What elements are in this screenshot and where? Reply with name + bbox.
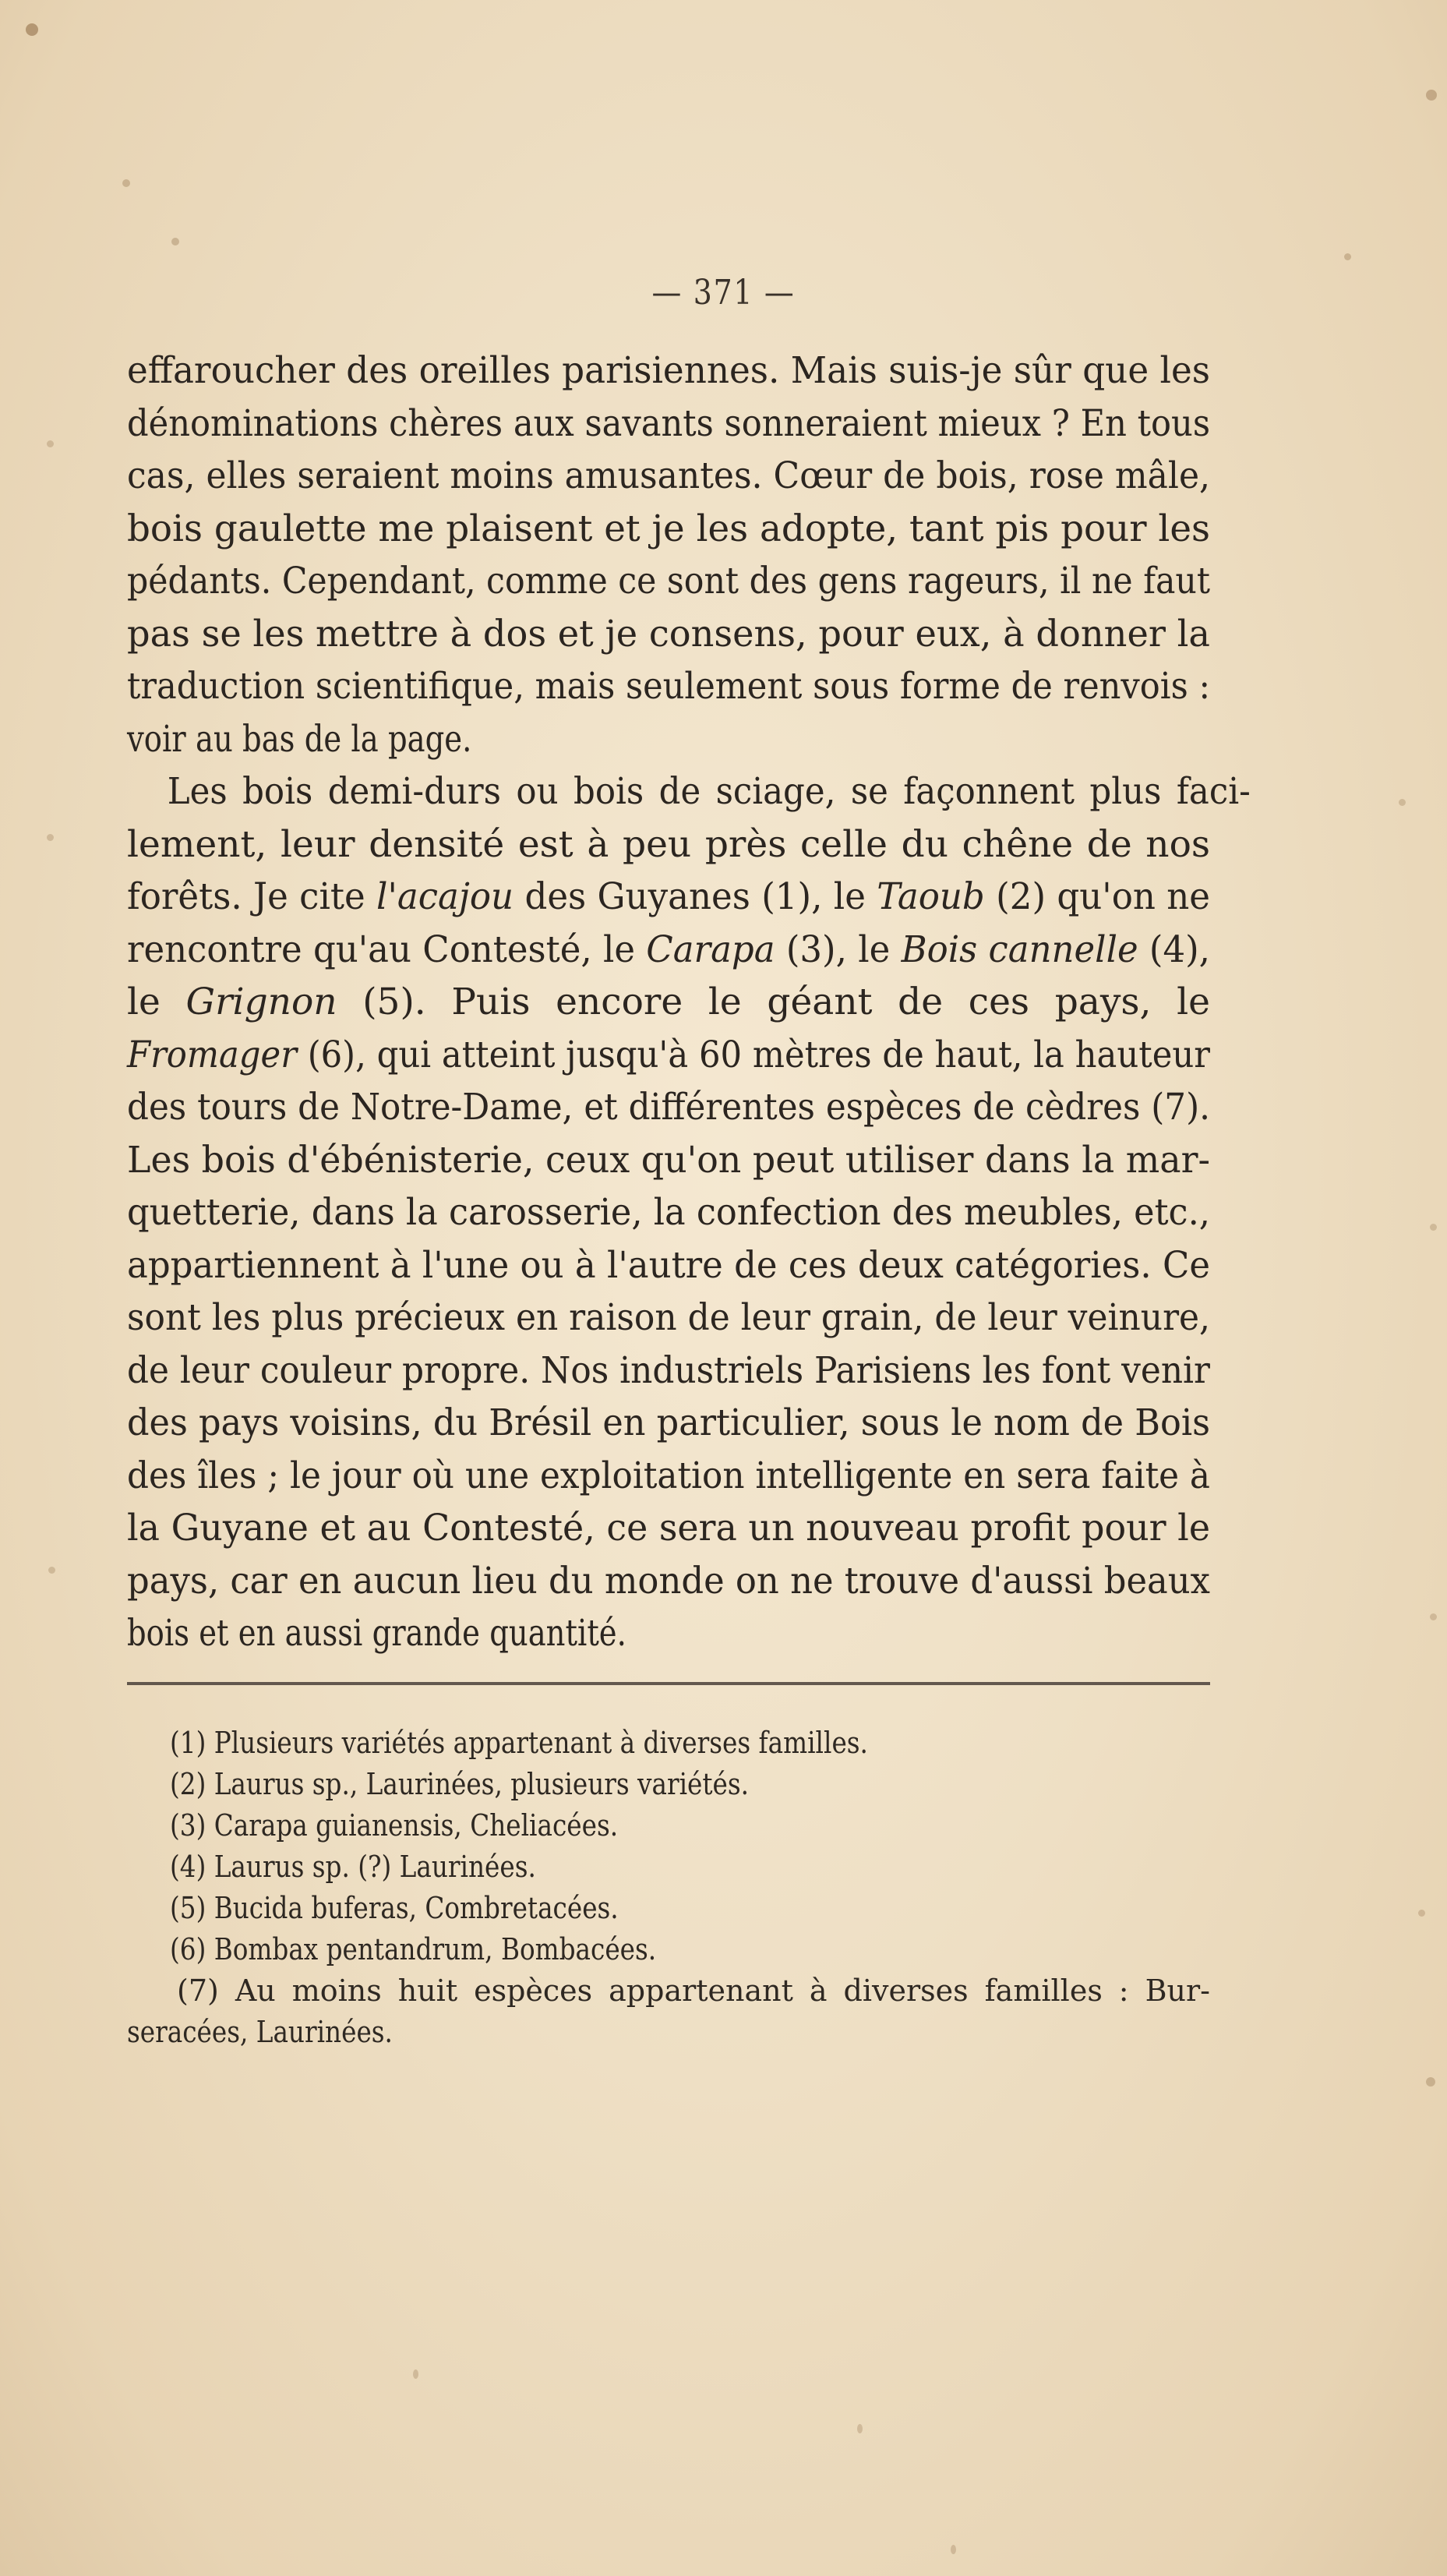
text-run: (3), le bbox=[775, 928, 902, 971]
paper-spot bbox=[48, 1567, 55, 1574]
text-run: (2) qu'on ne bbox=[984, 875, 1210, 918]
text-line bbox=[127, 1029, 1210, 1082]
page-number: — 371 — bbox=[651, 273, 796, 313]
text-line: la Guyane et au Contesté, ce sera un nouveau profit pour le bbox=[127, 1507, 1210, 1549]
footnote-7-continued: seracées, Laurinées. bbox=[127, 2015, 393, 2049]
text-line bbox=[127, 976, 1210, 1029]
species-name-fromager: Fromager bbox=[127, 1033, 297, 1076]
species-name-carapa: Carapa bbox=[646, 928, 775, 971]
species-name-acajou: l'acajou bbox=[376, 875, 514, 918]
species-name-grignon: Grignon bbox=[185, 981, 337, 1023]
text-line: cas, elles seraient moins amusantes. Cœur de bois, rose mâle, bbox=[127, 454, 1210, 497]
paper-spot bbox=[951, 2545, 956, 2554]
footnote-3: (3) Carapa guianensis, Cheliacées. bbox=[170, 1808, 619, 1843]
footnote-7: (7) Au moins huit espèces appartenant à diverses familles : Bur- bbox=[177, 1974, 1210, 2008]
footnote-divider bbox=[127, 1682, 1210, 1685]
text-line: lement, leur densité est à peu près celle du chêne de nos bbox=[127, 822, 1210, 866]
paper-spot bbox=[1426, 90, 1437, 101]
text-line: des pays voisins, du Brésil en particulier, sous le nom de Bois bbox=[127, 1401, 1210, 1444]
text-line: Les bois demi-durs ou bois de sciage, se façonnent plus faci- bbox=[167, 770, 1251, 813]
species-name-taoub: Taoub bbox=[877, 875, 985, 918]
text-line bbox=[127, 871, 1210, 924]
text-line: voir au bas de la page. bbox=[127, 717, 472, 761]
paper-spot bbox=[47, 440, 54, 447]
paper-spot bbox=[171, 238, 179, 246]
text-line: sont les plus précieux en raison de leur grain, de leur veinure, bbox=[127, 1296, 1210, 1339]
footnote-2: (2) Laurus sp., Laurinées, plusieurs variétés. bbox=[170, 1767, 750, 1801]
text-line: dénominations chères aux savants sonneraient mieux ? En tous bbox=[127, 401, 1210, 445]
text-line: appartiennent à l'une ou à l'autre de ces deux catégories. Ce bbox=[127, 1243, 1210, 1287]
footnote-1: (1) Plusieurs variétés appartenant à diverses familles. bbox=[170, 1726, 868, 1760]
text-line bbox=[127, 924, 1210, 977]
text-run: rencontre qu'au Contesté, le bbox=[127, 928, 647, 971]
text-line: de leur couleur propre. Nos industriels Parisiens les font venir bbox=[127, 1348, 1210, 1392]
text-run: des Guyanes (1), le bbox=[514, 875, 877, 918]
paper-spot bbox=[1399, 799, 1406, 806]
text-line: pays, car en aucun lieu du monde on ne trouve d'aussi beaux bbox=[127, 1559, 1210, 1602]
paper-spot bbox=[122, 179, 130, 187]
text-line: quetterie, dans la carosserie, la confection des meubles, etc., bbox=[127, 1191, 1210, 1234]
text-run: le bbox=[127, 981, 186, 1023]
footnotes bbox=[127, 1723, 1210, 2053]
footnote-4: (4) Laurus sp. (?) Laurinées. bbox=[170, 1850, 536, 1884]
text-run: forêts. Je cite bbox=[127, 875, 377, 918]
text-line: pédants. Cependant, comme ce sont des gens rageurs, il ne faut bbox=[127, 560, 1210, 602]
text-run: (4), bbox=[1138, 928, 1210, 971]
text-line: des îles ; le jour où une exploitation intelligente en sera faite à bbox=[127, 1454, 1210, 1497]
footnote-5: (5) Bucida buferas, Combretacées. bbox=[170, 1891, 619, 1925]
paper-spot bbox=[1418, 1910, 1425, 1917]
paper-spot bbox=[1426, 2077, 1435, 2087]
paper-spot bbox=[1344, 253, 1351, 260]
main-text bbox=[127, 345, 1251, 1660]
text-line: des tours de Notre-Dame, et différentes espèces de cèdres (7). bbox=[127, 1086, 1210, 1129]
paper-spot bbox=[1430, 1613, 1437, 1620]
text-line: traduction scientifique, mais seulement sous forme de renvois : bbox=[127, 665, 1210, 708]
text-line: bois gaulette me plaisent et je les adopte, tant pis pour les bbox=[127, 507, 1210, 550]
paper-spot bbox=[47, 834, 54, 841]
paper-spot bbox=[1430, 1224, 1437, 1231]
text-line: Les bois d'ébénisterie, ceux qu'on peut utiliser dans la mar- bbox=[127, 1138, 1210, 1182]
paper-spot bbox=[26, 23, 38, 36]
paper-spot bbox=[857, 2424, 863, 2433]
text-line: effaroucher des oreilles parisiennes. Mais suis-je sûr que les bbox=[127, 349, 1210, 392]
text-line: pas se les mettre à dos et je consens, pour eux, à donner la bbox=[127, 612, 1210, 655]
paper-spot bbox=[413, 2369, 418, 2379]
text-run: (6), qui atteint jusqu'à 60 mètres de haut, la hauteur bbox=[296, 1033, 1210, 1076]
species-name-bois-cannelle: Bois cannelle bbox=[901, 928, 1138, 971]
footnote-6: (6) Bombax pentandrum, Bombacées. bbox=[170, 1932, 657, 1966]
text-line: bois et en aussi grande quantité. bbox=[127, 1612, 626, 1655]
text-run: (5). Puis encore le géant de ces pays, le bbox=[337, 981, 1210, 1023]
